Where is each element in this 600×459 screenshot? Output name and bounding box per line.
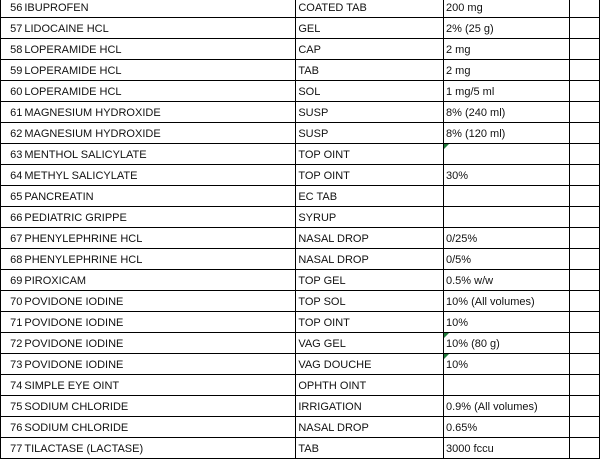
table-row <box>1 39 600 60</box>
strength-cell[interactable]: 1 mg/5 ml <box>444 81 570 102</box>
empty-cell[interactable] <box>570 417 600 438</box>
dosage-form-cell[interactable]: CAP <box>296 39 444 60</box>
empty-cell[interactable] <box>570 165 600 186</box>
row-number-cell[interactable]: 63 <box>1 144 24 165</box>
table-row <box>1 0 600 18</box>
empty-cell[interactable] <box>570 354 600 375</box>
row-number-cell[interactable]: 65 <box>1 186 24 207</box>
empty-cell[interactable] <box>570 396 600 417</box>
row-number-cell[interactable]: 64 <box>1 165 24 186</box>
empty-cell[interactable] <box>570 438 600 459</box>
table-row <box>1 186 600 207</box>
empty-cell[interactable] <box>570 0 600 18</box>
strength-cell[interactable]: 3000 fccu <box>444 438 570 459</box>
row-number-cell[interactable]: 77 <box>1 438 24 459</box>
table-row <box>1 249 600 270</box>
drug-name-cell[interactable]: LOPERAMIDE HCL <box>23 39 295 60</box>
dosage-form-cell[interactable]: NASAL DROP <box>296 249 444 270</box>
row-number-cell[interactable]: 71 <box>1 312 24 333</box>
drug-name-cell[interactable]: SODIUM CHLORIDE <box>23 417 295 438</box>
table-row <box>1 144 600 165</box>
table-row <box>1 81 600 102</box>
empty-cell[interactable] <box>570 333 600 354</box>
table-row <box>1 102 600 123</box>
row-number-cell[interactable]: 75 <box>1 396 24 417</box>
drug-name-cell[interactable]: PHENYLEPHRINE HCL <box>23 228 295 249</box>
row-number-cell[interactable]: 61 <box>1 102 24 123</box>
row-number-cell[interactable]: 73 <box>1 354 24 375</box>
empty-cell[interactable] <box>570 375 600 396</box>
dosage-form-cell[interactable]: TAB <box>296 438 444 459</box>
table-row <box>1 438 600 459</box>
table-row <box>1 123 600 144</box>
empty-cell[interactable] <box>570 249 600 270</box>
empty-cell[interactable] <box>570 39 600 60</box>
strength-cell[interactable]: 0.65% <box>444 417 570 438</box>
drug-name-cell[interactable]: POVIDONE IODINE <box>23 354 295 375</box>
drug-name-cell[interactable]: PEDIATRIC GRIPPE <box>23 207 295 228</box>
empty-cell[interactable] <box>570 270 600 291</box>
drug-name-cell[interactable]: IBUPROFEN <box>23 0 295 18</box>
drug-name-cell[interactable]: LIDOCAINE HCL <box>23 18 295 39</box>
strength-cell[interactable]: 10% (80 g) <box>444 333 570 354</box>
drug-name-cell[interactable]: METHYL SALICYLATE <box>23 165 295 186</box>
strength-cell[interactable]: 2 mg <box>444 39 570 60</box>
row-number-cell[interactable]: 69 <box>1 270 24 291</box>
dosage-form-cell[interactable]: OPHTH OINT <box>296 375 444 396</box>
drug-name-cell[interactable]: PHENYLEPHRINE HCL <box>23 249 295 270</box>
table-row <box>1 375 600 396</box>
row-number-cell[interactable]: 56 <box>1 0 24 18</box>
drug-name-cell[interactable]: POVIDONE IODINE <box>23 333 295 354</box>
strength-cell[interactable]: 200 mg <box>444 0 570 18</box>
row-number-cell[interactable]: 70 <box>1 291 24 312</box>
dosage-form-cell[interactable]: NASAL DROP <box>296 417 444 438</box>
table-row <box>1 396 600 417</box>
dosage-form-cell[interactable]: TOP GEL <box>296 270 444 291</box>
dosage-form-cell[interactable]: VAG GEL <box>296 333 444 354</box>
row-number-cell[interactable]: 59 <box>1 60 24 81</box>
dosage-form-cell[interactable]: IRRIGATION <box>296 396 444 417</box>
empty-cell[interactable] <box>570 81 600 102</box>
drug-name-cell[interactable]: SIMPLE EYE OINT <box>23 375 295 396</box>
drug-name-cell[interactable]: SODIUM CHLORIDE <box>23 396 295 417</box>
table-row <box>1 291 600 312</box>
drug-name-cell[interactable]: MENTHOL SALICYLATE <box>23 144 295 165</box>
dosage-form-cell[interactable]: TOP OINT <box>296 165 444 186</box>
empty-cell[interactable] <box>570 102 600 123</box>
dosage-form-cell[interactable]: COATED TAB <box>296 0 444 18</box>
strength-cell[interactable] <box>444 144 570 165</box>
table-row <box>1 207 600 228</box>
drug-name-cell[interactable]: LOPERAMIDE HCL <box>23 60 295 81</box>
strength-cell[interactable]: 0/5% <box>444 249 570 270</box>
empty-cell[interactable] <box>570 228 600 249</box>
row-number-cell[interactable]: 68 <box>1 249 24 270</box>
drug-name-cell[interactable]: TILACTASE (LACTASE) <box>23 438 295 459</box>
empty-cell[interactable] <box>570 207 600 228</box>
drug-list-body <box>1 0 600 459</box>
row-number-cell[interactable]: 76 <box>1 417 24 438</box>
drug-name-cell[interactable]: MAGNESIUM HYDROXIDE <box>23 102 295 123</box>
row-number-cell[interactable]: 58 <box>1 39 24 60</box>
empty-cell[interactable] <box>570 144 600 165</box>
table-row <box>1 270 600 291</box>
row-number-cell[interactable]: 67 <box>1 228 24 249</box>
dosage-form-cell[interactable]: NASAL DROP <box>296 228 444 249</box>
dosage-form-cell[interactable]: EC TAB <box>296 186 444 207</box>
table-row <box>1 165 600 186</box>
dosage-form-cell[interactable]: TOP OINT <box>296 312 444 333</box>
dosage-form-cell[interactable]: VAG DOUCHE <box>296 354 444 375</box>
empty-cell[interactable] <box>570 60 600 81</box>
dosage-form-cell[interactable]: SYRUP <box>296 207 444 228</box>
strength-cell[interactable]: 0.5% w/w <box>444 270 570 291</box>
strength-cell[interactable]: 2 mg <box>444 60 570 81</box>
row-number-cell[interactable]: 60 <box>1 81 24 102</box>
dosage-form-cell[interactable]: TOP OINT <box>296 144 444 165</box>
row-number-cell[interactable]: 62 <box>1 123 24 144</box>
strength-cell[interactable]: 10% <box>444 312 570 333</box>
empty-cell[interactable] <box>570 123 600 144</box>
strength-cell[interactable] <box>444 375 570 396</box>
row-number-cell[interactable]: 57 <box>1 18 24 39</box>
empty-cell[interactable] <box>570 18 600 39</box>
empty-cell[interactable] <box>570 186 600 207</box>
strength-cell[interactable]: 30% <box>444 165 570 186</box>
table-row <box>1 60 600 81</box>
table-row <box>1 417 600 438</box>
row-number-cell[interactable]: 72 <box>1 333 24 354</box>
drug-name-cell[interactable]: PANCREATIN <box>23 186 295 207</box>
strength-cell[interactable]: 10% <box>444 354 570 375</box>
strength-cell[interactable]: 2% (25 g) <box>444 18 570 39</box>
strength-cell[interactable]: 8% (120 ml) <box>444 123 570 144</box>
strength-cell[interactable] <box>444 207 570 228</box>
dosage-form-cell[interactable]: TOP SOL <box>296 291 444 312</box>
row-number-cell[interactable]: 74 <box>1 375 24 396</box>
table-row <box>1 18 600 39</box>
dosage-form-cell[interactable]: SUSP <box>296 123 444 144</box>
drug-name-cell[interactable]: LOPERAMIDE HCL <box>23 81 295 102</box>
strength-cell[interactable]: 8% (240 ml) <box>444 102 570 123</box>
strength-cell[interactable]: 10% (All volumes) <box>444 291 570 312</box>
row-number-cell[interactable]: 66 <box>1 207 24 228</box>
strength-cell[interactable]: 0.9% (All volumes) <box>444 396 570 417</box>
drug-name-cell[interactable]: MAGNESIUM HYDROXIDE <box>23 123 295 144</box>
table-row <box>1 354 600 375</box>
dosage-form-cell[interactable]: SOL <box>296 81 444 102</box>
dosage-form-cell[interactable]: GEL <box>296 18 444 39</box>
table-row <box>1 228 600 249</box>
drug-name-cell[interactable]: PIROXICAM <box>23 270 295 291</box>
empty-cell[interactable] <box>570 291 600 312</box>
drug-name-cell[interactable]: POVIDONE IODINE <box>23 312 295 333</box>
strength-cell[interactable]: 0/25% <box>444 228 570 249</box>
strength-cell[interactable] <box>444 186 570 207</box>
drug-name-cell[interactable]: POVIDONE IODINE <box>23 291 295 312</box>
empty-cell[interactable] <box>570 312 600 333</box>
dosage-form-cell[interactable]: SUSP <box>296 102 444 123</box>
dosage-form-cell[interactable]: TAB <box>296 60 444 81</box>
table-row <box>1 333 600 354</box>
table-row <box>1 312 600 333</box>
